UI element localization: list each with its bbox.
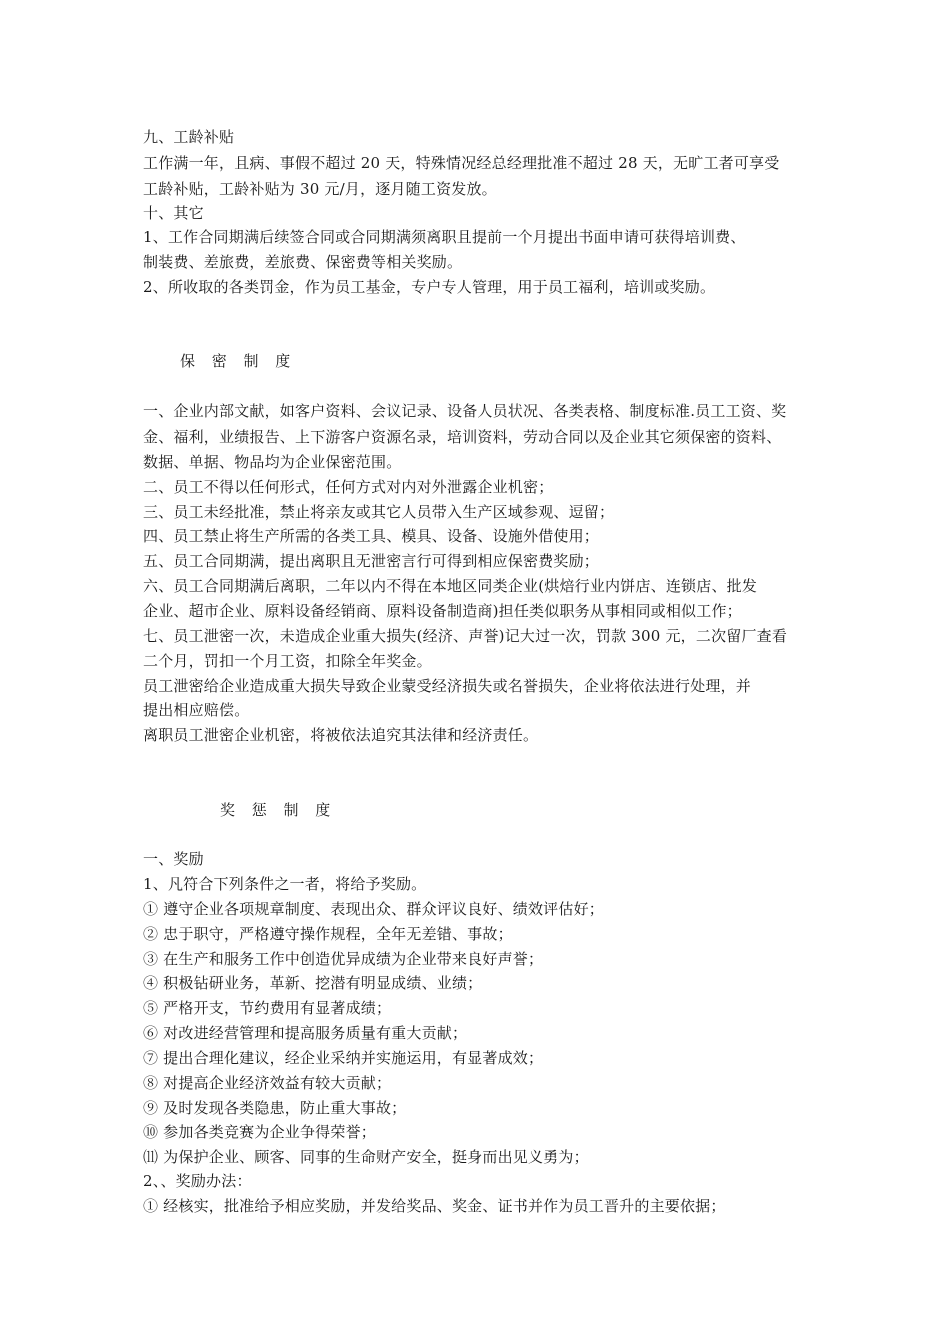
paragraph-line: 1、凡符合下列条件之一者，将给予奖励。 bbox=[143, 875, 427, 893]
paragraph-line: 工龄补贴，工龄补贴为 30 元/月，逐月随工资发放。 bbox=[143, 180, 497, 198]
list-item: ④ 积极钻研业务，革新、挖潜有明显成绩、业绩； bbox=[143, 974, 483, 992]
paragraph-line: 提出相应赔偿。 bbox=[143, 701, 250, 719]
secrecy-policy-title: 保 密 制 度 bbox=[180, 352, 297, 370]
list-item: ⑧ 对提高企业经济效益有较大贡献； bbox=[143, 1074, 392, 1092]
paragraph-line: 一、奖励 bbox=[143, 850, 204, 868]
paragraph-line: 离职员工泄密企业机密，将被依法追究其法律和经济责任。 bbox=[143, 726, 539, 744]
paragraph-line: 一、企业内部文献，如客户资料、会议记录、设备人员状况、各类表格、制度标准.员工工资、奖 bbox=[143, 402, 787, 420]
paragraph-line: 数据、单据、物品均为企业保密范围。 bbox=[143, 453, 402, 471]
section-heading-seniority-allowance: 九、工龄补贴 bbox=[143, 128, 235, 146]
paragraph-line: 四、员工禁止将生产所需的各类工具、模具、设备、设施外借使用； bbox=[143, 527, 600, 545]
paragraph-line: 五、员工合同期满，提出离职且无泄密言行可得到相应保密费奖励； bbox=[143, 552, 600, 570]
paragraph-line: 员工泄密给企业造成重大损失导致企业蒙受经济损失或名誉损失，企业将依法进行处理，并 bbox=[143, 677, 752, 695]
paragraph-line: 2、、奖励办法： bbox=[143, 1172, 252, 1190]
list-item: ① 经核实，批准给予相应奖励，并发给奖品、奖金、证书并作为员工晋升的主要依据； bbox=[143, 1197, 726, 1215]
reward-policy-title: 奖 惩 制 度 bbox=[220, 801, 337, 819]
paragraph-line: 六、员工合同期满后离职，二年以内不得在本地区同类企业(烘焙行业内饼店、连锁店、批发 bbox=[143, 577, 758, 595]
list-item: ⑥ 对改进经营管理和提高服务质量有重大贡献； bbox=[143, 1024, 468, 1042]
paragraph-line: 金、福利，业绩报告、上下游客户资源名录，培训资料，劳动合同以及企业其它须保密的资料、 bbox=[143, 428, 782, 446]
list-item: ⑤ 严格开支，节约费用有显著成绩； bbox=[143, 999, 392, 1017]
list-item: ① 遵守企业各项规章制度、表现出众、群众评议良好、绩效评估好； bbox=[143, 900, 604, 918]
paragraph-line: 三、员工未经批准，禁止将亲友或其它人员带入生产区域参观、逗留； bbox=[143, 503, 615, 521]
paragraph-line: 2、所收取的各类罚金，作为员工基金，专户专人管理，用于员工福利，培训或奖励。 bbox=[143, 278, 716, 296]
paragraph-line: 工作满一年，且病、事假不超过 20 天，特殊情况经总经理批准不超过 28 天，无旷工者可享受 bbox=[143, 154, 780, 172]
paragraph-line: 制装费、差旅费，差旅费、保密费等相关奖励。 bbox=[143, 253, 463, 271]
list-item: ② 忠于职守，严格遵守操作规程，全年无差错、事故； bbox=[143, 925, 513, 943]
list-item: ⑨ 及时发现各类隐患，防止重大事故； bbox=[143, 1099, 407, 1117]
paragraph-line: 二个月，罚扣一个月工资，扣除全年奖金。 bbox=[143, 652, 432, 670]
paragraph-line: 二、员工不得以任何形式，任何方式对内对外泄露企业机密； bbox=[143, 478, 554, 496]
list-item: ③ 在生产和服务工作中创造优异成绩为企业带来良好声誉； bbox=[143, 950, 544, 968]
list-item: ⑾ 为保护企业、顾客、同事的生命财产安全，挺身而出见义勇为； bbox=[143, 1148, 589, 1166]
paragraph-line: 1、工作合同期满后续签合同或合同期满须离职且提前一个月提出书面申请可获得培训费、 bbox=[143, 228, 746, 246]
paragraph-line: 企业、超市企业、原料设备经销商、原料设备制造商)担任类似职务从事相同或相似工作； bbox=[143, 602, 742, 620]
section-heading-other: 十、其它 bbox=[143, 204, 204, 222]
list-item: ⑦ 提出合理化建议，经企业采纳并实施运用，有显著成效； bbox=[143, 1049, 544, 1067]
paragraph-line: 七、员工泄密一次，未造成企业重大损失(经济、声誉)记大过一次，罚款 300 元，二次留厂查看 bbox=[143, 627, 788, 645]
list-item: ⑩ 参加各类竞赛为企业争得荣誉； bbox=[143, 1123, 376, 1141]
